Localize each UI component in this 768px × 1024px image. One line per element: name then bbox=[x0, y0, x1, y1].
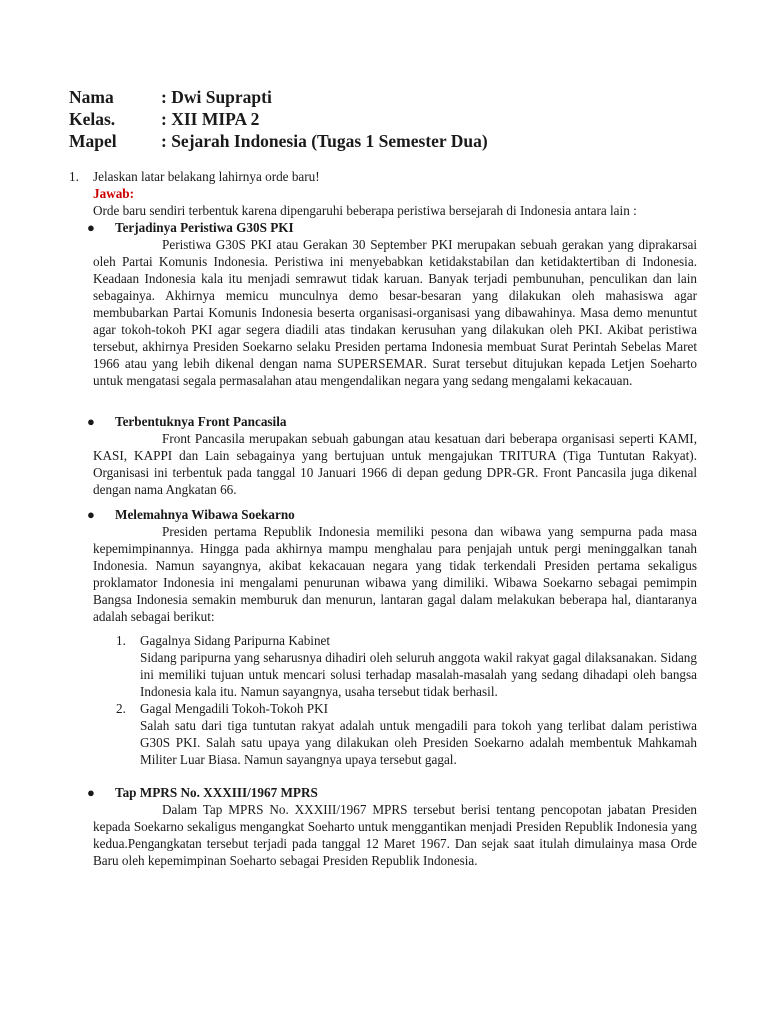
subitem-number: 1. bbox=[116, 633, 126, 648]
subitem-title: Gagalnya Sidang Paripurna Kabinet bbox=[140, 633, 331, 648]
section-title: Melemahnya Wibawa Soekarno bbox=[115, 507, 295, 522]
subject-row bbox=[69, 130, 488, 152]
question-number: 1. bbox=[69, 169, 79, 184]
section-body bbox=[93, 236, 697, 389]
answer-intro: Orde baru sendiri terbentuk karena dipengaruhi beberapa peristiwa bersejarah di Indonesia antara lain : bbox=[93, 203, 637, 218]
section-title: Tap MPRS No. XXXIII/1967 MPRS bbox=[115, 785, 318, 800]
section-body bbox=[93, 801, 697, 869]
section-body bbox=[93, 430, 697, 498]
subitem-number: 2. bbox=[116, 701, 126, 716]
bullet-icon: ● bbox=[87, 220, 95, 235]
class-label: Kelas. bbox=[69, 109, 116, 129]
subitem-body: Sidang paripurna yang seharusnya dihadiri oleh seluruh anggota wakil rakyat gagal dilaksanakan. Sidang ini memiliki tujuan untuk mencari solusi terhadap masalah-masalah yang sedang dihadapi oleh bangsa Indonesia kala itu. Namun sayangnya, usaha tersebut tidak berhasil. bbox=[140, 650, 697, 699]
question-text: Jelaskan latar belakang lahirnya orde baru! bbox=[93, 169, 320, 184]
name-row bbox=[69, 86, 488, 108]
subject-label: Mapel bbox=[69, 131, 117, 151]
answer-label: Jawab: bbox=[93, 186, 135, 201]
subject-value: : Sejarah Indonesia (Tugas 1 Semester Dua) bbox=[161, 131, 488, 151]
bullet-icon: ● bbox=[87, 414, 95, 429]
section-paragraph: Dalam Tap MPRS No. XXXIII/1967 MPRS tersebut berisi tentang pencopotan jabatan Presiden kepada Soekarno sekaligus mengangkat Soeharto untuk menggantikan menjadi Presiden Republik Indonesia yang kedua.Pengangkatan tersebut terjadi pada tanggal 12 Maret 1967. Dan sejak saat itulah dimulainya masa Orde Baru oleh kepemimpinan Soeharto sebagai Presiden Republik Indonesia. bbox=[93, 802, 697, 868]
subitem-title: Gagal Mengadili Tokoh-Tokoh PKI bbox=[140, 701, 329, 716]
student-info-header bbox=[69, 86, 488, 152]
subitem-body: Salah satu dari tiga tuntutan rakyat adalah untuk mengadili para tokoh yang terlibat dalam peristiwa G30S PKI. Salah satu upaya yang dilakukan oleh Presiden Soekarno adalah membentuk Mahkamah Militer Luar Biasa. Namun sayangnya upaya tersebut gagal. bbox=[140, 718, 697, 767]
section-title: Terjadinya Peristiwa G30S PKI bbox=[115, 220, 294, 235]
section-paragraph: Peristiwa G30S PKI atau Gerakan 30 September PKI merupakan sebuah gerakan yang diprakarsai oleh Partai Komunis Indonesia. Peristiwa ini menyebabkan ketidakstabilan dan ketidaktertiban di Indonesia. Keadaan Indonesia kala itu menjadi semrawut tidak karuan. Banyak terjadi pembunuhan, penculikan dan lain sebagainya. Akhirnya memicu munculnya demo besar-besaran yang dilakukan oleh mahasiswa agar membubarkan Partai Komunis Indonesia beserta organisasi-organisasi yang dibawahinya. Masa demo menuntut agar tokoh-tokoh PKI agar segera diadili atas tindakan kerusuhan yang dilakukan oleh PKI. Akibat peristiwa tersebut, akhirnya Presiden Soekarno selaku Presiden pertama Indonesia membuat Surat Perintah Sebelas Maret 1966 atau yang lebih dikenal dengan nama SUPERSEMAR. Surat tersebut ditujukan kepada Letjen Soeharto untuk mengatasi segala permasalahan atau mengendalikan negara yang sedang mengalami kekacauan. bbox=[93, 237, 697, 388]
class-row bbox=[69, 108, 488, 130]
class-value: : XII MIPA 2 bbox=[161, 109, 260, 129]
bullet-icon: ● bbox=[87, 507, 95, 522]
bullet-icon: ● bbox=[87, 785, 95, 800]
section-paragraph: Presiden pertama Republik Indonesia memiliki pesona dan wibawa yang sempurna pada masa kepemimpinannya. Hingga pada akhirnya mampu menghalau para penjajah untuk pergi meninggalkan tanah Indonesia. Namun sayangnya, akibat kekacauan negara yang tidak terkendali Presiden pertama sekaligus proklamator Indonesia ini mengalami penurunan wibawa yang dimiliki. Wibawa Soekarno sebagai pemimpin Bangsa Indonesia semakin memburuk dan menurun, lantaran gagal dalam melakukan beberapa hal, diantaranya adalah sebagai berikut: bbox=[93, 524, 697, 624]
section-title: Terbentuknya Front Pancasila bbox=[115, 414, 287, 429]
name-value: : Dwi Suprapti bbox=[161, 87, 272, 107]
section-body bbox=[93, 523, 697, 625]
name-label: Nama bbox=[69, 87, 114, 107]
section-paragraph: Front Pancasila merupakan sebuah gabungan atau kesatuan dari beberapa organisasi seperti KAMI, KASI, KAPPI dan Lain sebagainya yang bertujuan untuk mengajukan TRITURA (Tiga Tuntutan Rakyat). Organisasi ini terbentuk pada tanggal 10 Januari 1966 di depan gedung DPR-GR. Front Pancasila juga dikenal dengan nama Angkatan 66. bbox=[93, 431, 697, 497]
